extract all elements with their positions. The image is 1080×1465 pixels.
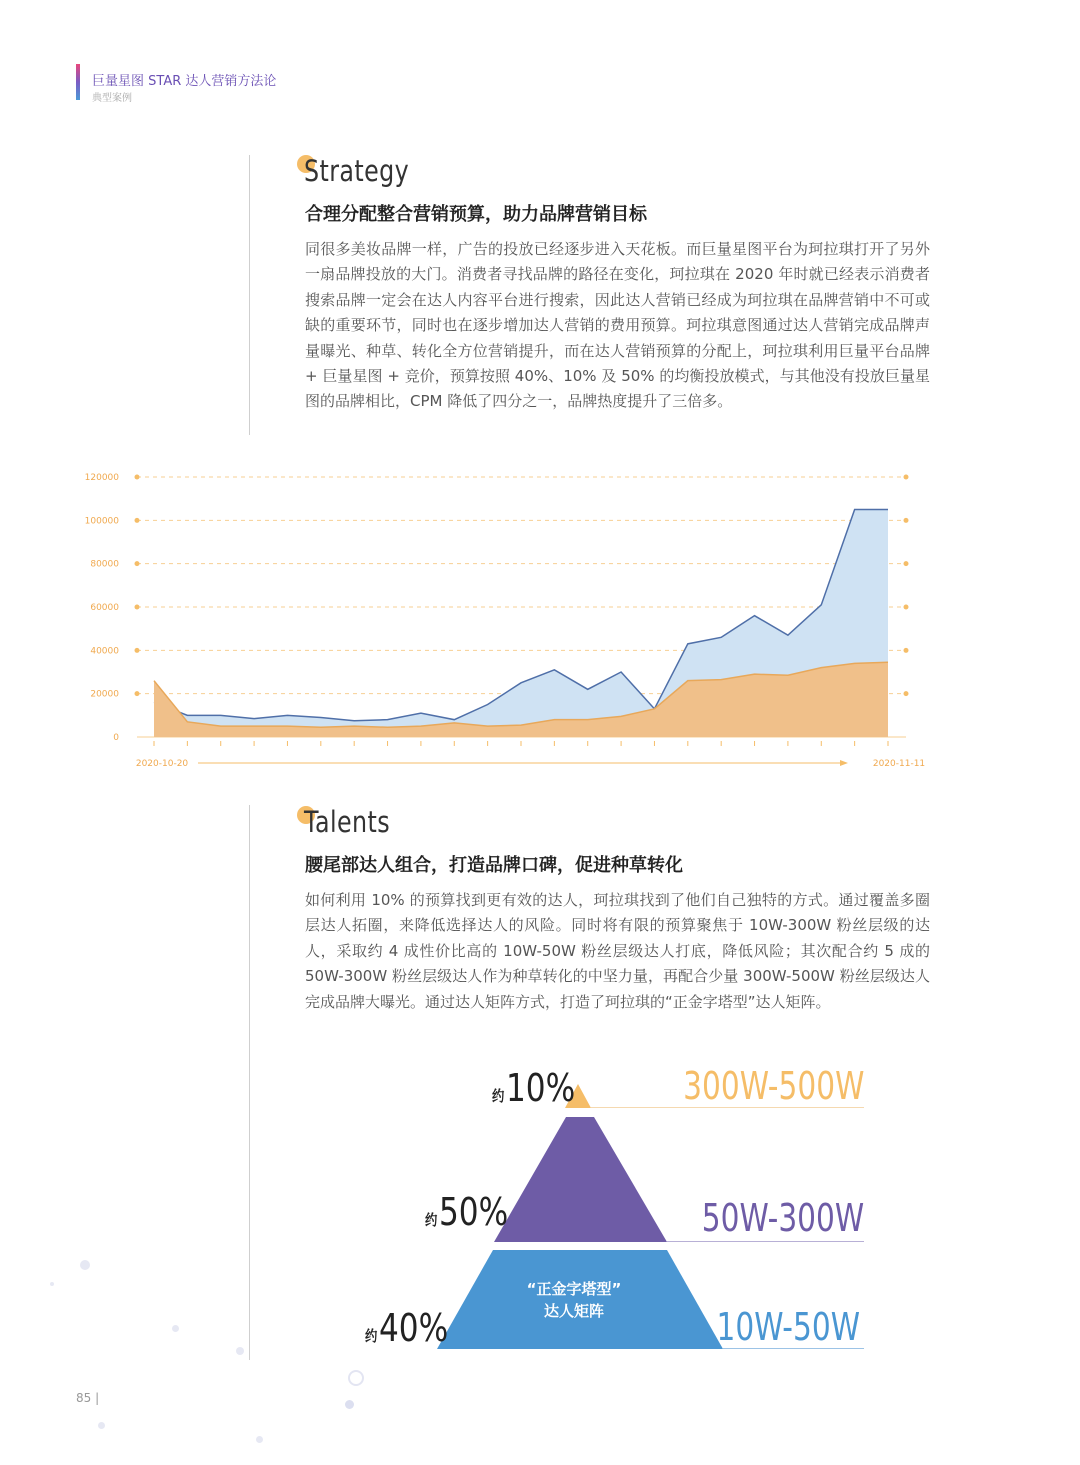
tier-bottom-percent: [365, 1306, 448, 1350]
percent-value: 40%: [378, 1306, 449, 1350]
strategy-subtitle: 合理分配整合营销预算，助力品牌营销目标: [305, 204, 647, 225]
pyramid-label-line2: 达人矩阵: [543, 1302, 604, 1320]
y-tick-label: 60000: [90, 603, 119, 613]
decorative-dot: [172, 1325, 179, 1332]
pyramid-label-line1: “正金字塔型”: [526, 1280, 622, 1298]
percent-value: 50%: [438, 1190, 509, 1234]
decorative-dot: [80, 1260, 90, 1270]
tier-middle-percent: [425, 1190, 508, 1234]
tier-top-range: 300W-500W: [682, 1064, 864, 1108]
header-title: 巨量星图 STAR 达人营销方法论: [92, 74, 277, 89]
tier-top-percent: [492, 1066, 575, 1110]
decorative-dot: [50, 1282, 54, 1286]
talents-heading: Talents: [304, 805, 391, 839]
page-number: 85 |: [76, 1391, 100, 1405]
x-end-label: 2020-11-11: [872, 759, 926, 769]
y-tick-label: 40000: [90, 646, 119, 657]
approx-label: 约: [425, 1211, 438, 1229]
pyramid-label: [527, 1278, 622, 1322]
approx-label: 约: [492, 1087, 505, 1105]
decorative-dot: [236, 1347, 244, 1355]
tier-middle-range: 50W-300W: [701, 1196, 864, 1240]
y-tick-label: 120000: [84, 473, 119, 483]
decorative-dot: [256, 1436, 263, 1443]
y-tick-label: 80000: [90, 559, 119, 570]
y-tick-label: 0: [113, 733, 119, 743]
talents-body: 如何利用 10% 的预算找到更有效的达人，珂拉琪找到了他们自己独特的方式。通过覆盖多圈层达人拓圈，来降低选择达人的风险。同时将有限的预算聚焦于 10W-300W 粉丝层级的达人，采取约 4 成性价比高的 10W-50W 粉丝层级达人打底，降低风险；其次配合约 5 成的 50W-300W 粉丝层级达人作为种草转化的中坚力量，再配合少量 300W-500W 粉丝层级达人完成品牌大曝光。通过达人矩阵方式，打造了珂拉琪的“正金字塔型”达人矩阵。: [305, 891, 930, 1011]
decorative-dot: [345, 1400, 354, 1409]
header-subtitle: 典型案例: [92, 93, 132, 104]
pyramid-tier-middle: [494, 1117, 667, 1242]
tier-bottom-range: 10W-50W: [716, 1305, 860, 1349]
y-tick-label: 100000: [84, 516, 119, 527]
x-start-label: 2020-10-20: [135, 759, 189, 769]
percent-value: 10%: [505, 1066, 576, 1110]
decorative-ring: [348, 1370, 364, 1386]
tier-line-middle: [667, 1241, 864, 1242]
strategy-heading: Strategy: [304, 154, 410, 188]
strategy-body: 同很多美妆品牌一样，广告的投放已经逐步进入天花板。而巨量星图平台为珂拉琪打开了另外一扇品牌投放的大门。消费者寻找品牌的路径在变化，珂拉琪在 2020 年时就已经表示消费者搜索品牌一定会在达人内容平台进行搜索，因此达人营销已经成为珂拉琪在品牌营销中不可或缺的重要环节，同时也在逐步增加达人营销的费用预算。珂拉琪意图通过达人营销完成品牌声量曝光、种草、转化全方位营销提升，而在达人营销预算的分配上，珂拉琪利用巨量平台品牌 + 巨量星图 + 竞价，预算按照 40%、10% 及 50% 的均衡投放模式，与其他没有投放巨量星图的品牌相比，CPM 降低了四分之一，品牌热度提升了三倍多。: [305, 240, 930, 411]
approx-label: 约: [365, 1327, 378, 1345]
talents-subtitle: 腰尾部达人组合，打造品牌口碑，促进种草转化: [305, 855, 683, 876]
y-tick-label: 20000: [90, 689, 119, 700]
decorative-dot: [98, 1422, 105, 1429]
